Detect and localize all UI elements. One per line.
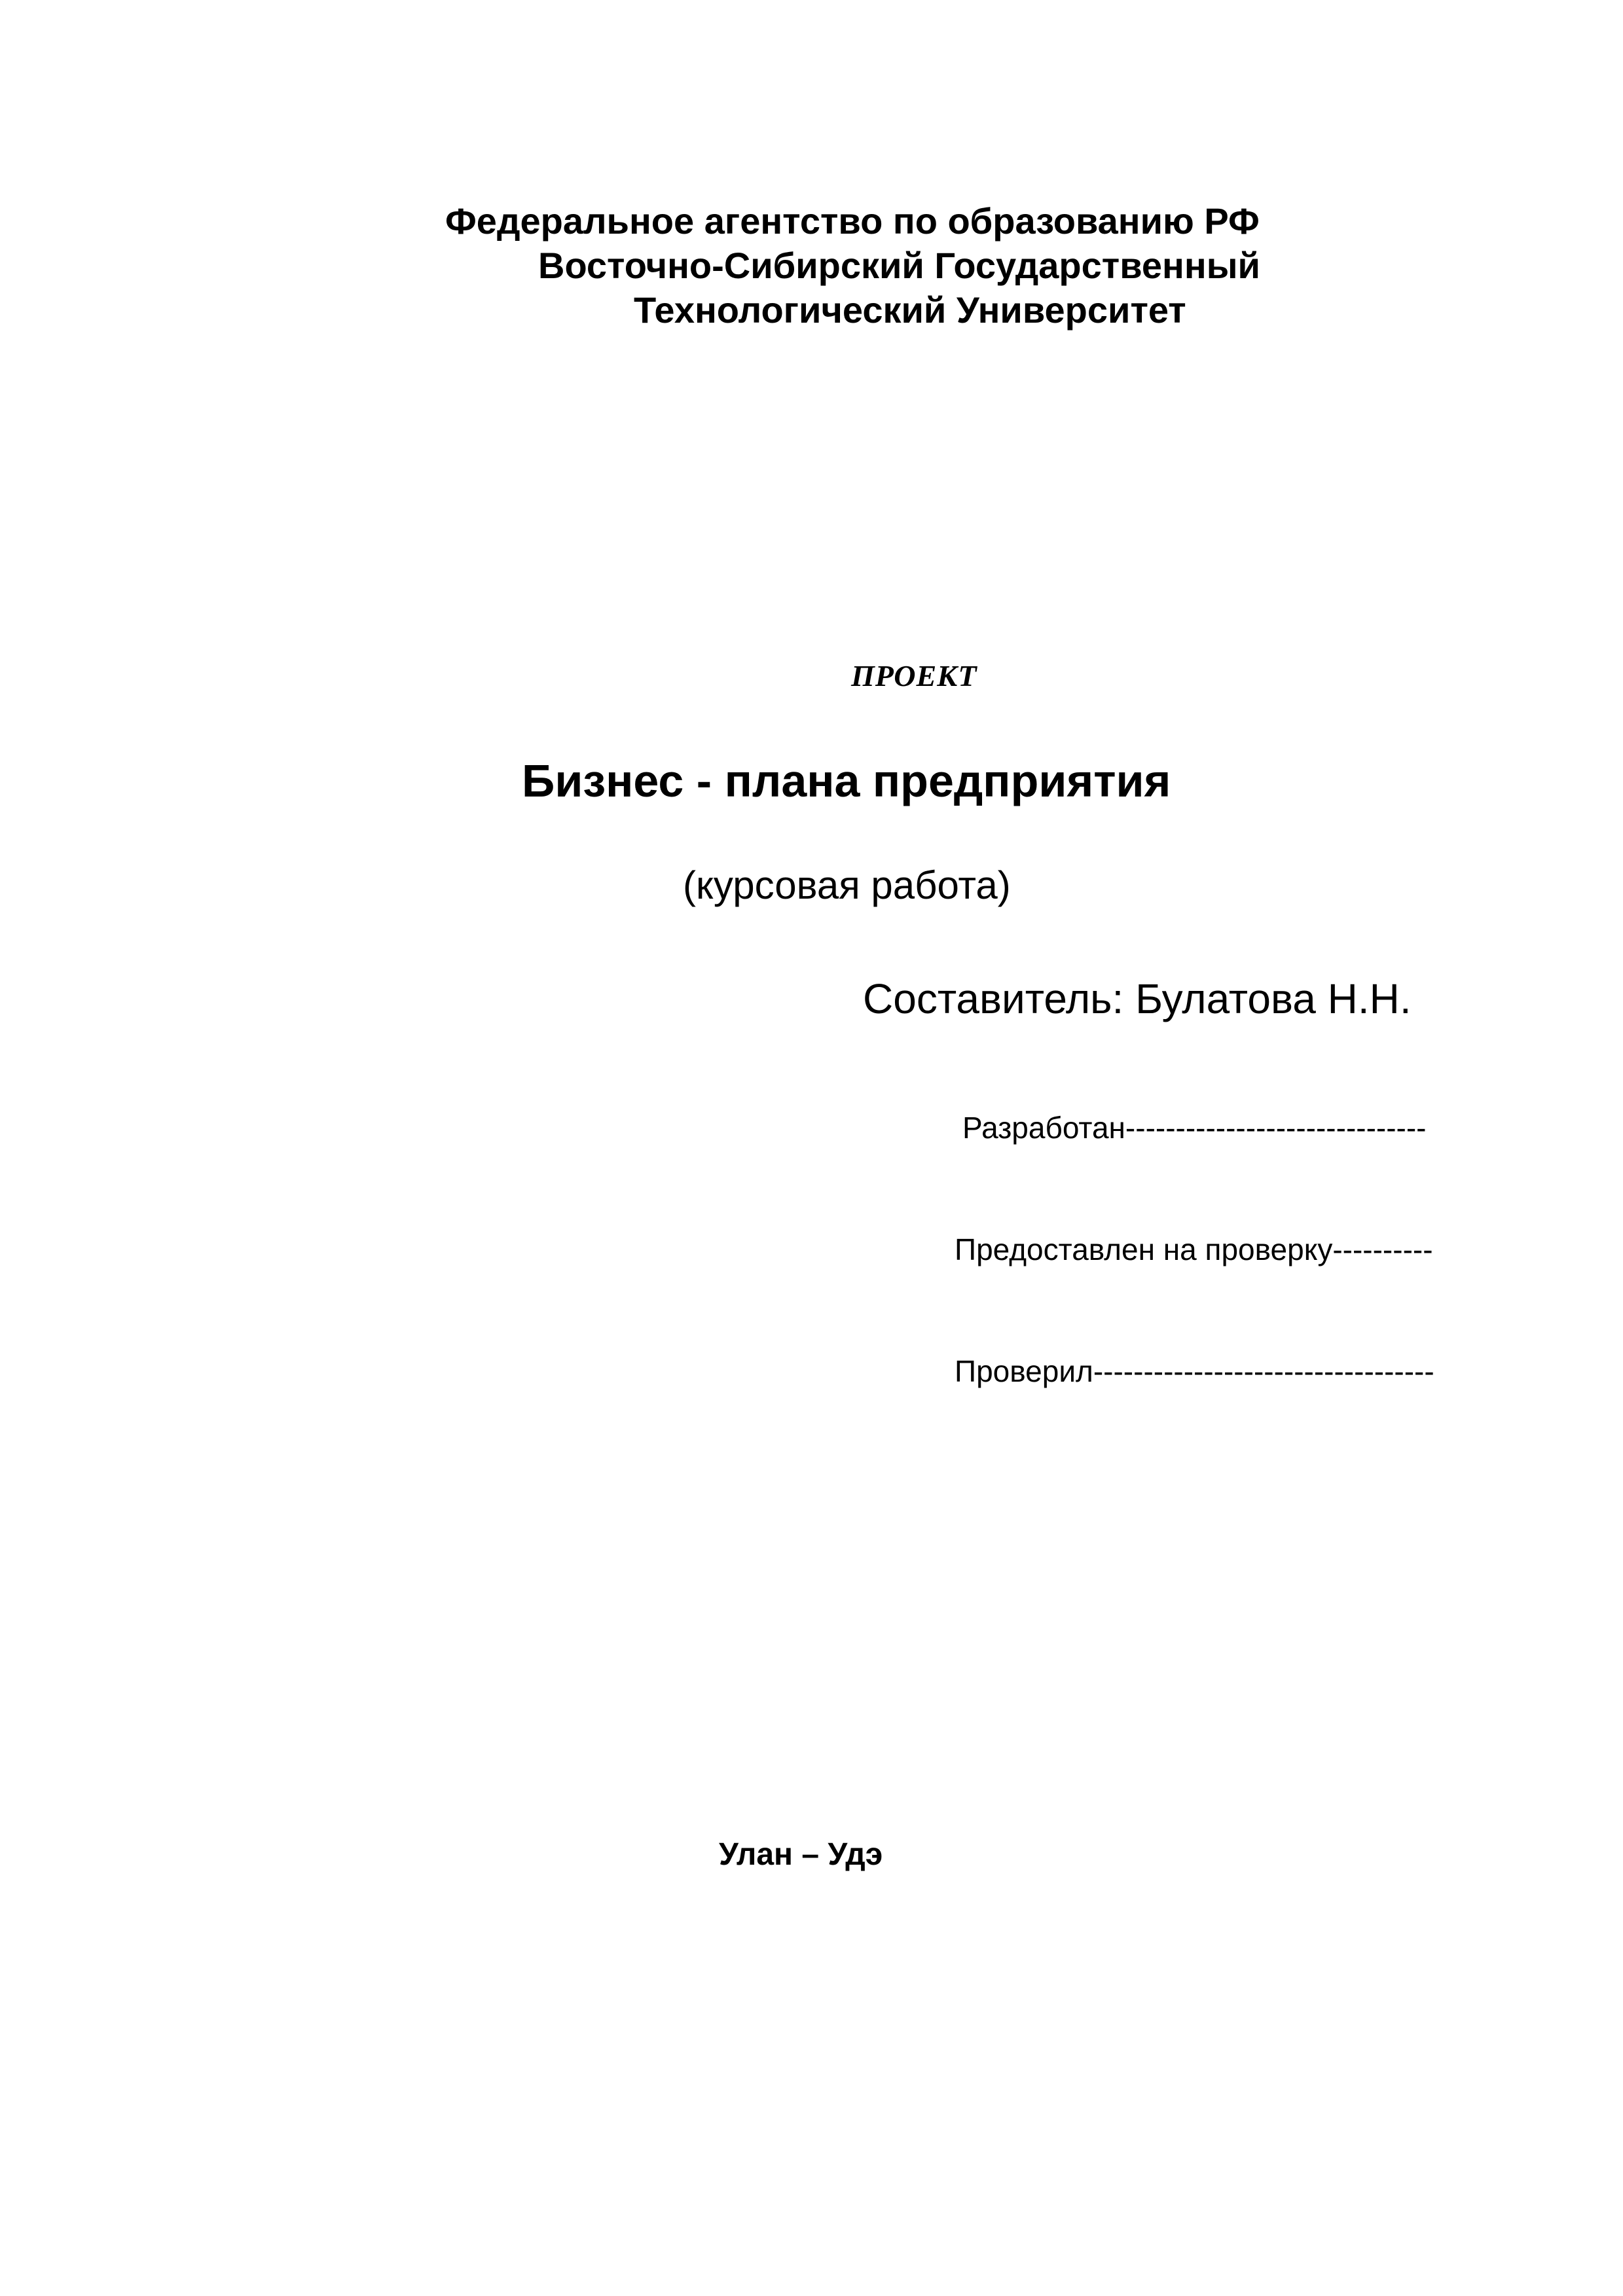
university-name-line1: Восточно-Сибирский Государственный	[538, 245, 1260, 286]
submitted-field: Предоставлен на проверку----------	[955, 1232, 1433, 1266]
checked-field: Проверил----------------------------------	[955, 1354, 1434, 1388]
document-subtitle: (курсовая работа)	[683, 863, 1011, 907]
document-title: Бизнес - плана предприятия	[522, 755, 1171, 806]
compiler-name: Составитель: Булатова Н.Н.	[863, 975, 1412, 1022]
developed-field: Разработан------------------------------	[962, 1111, 1427, 1145]
university-name-line2: Технологический Университет	[634, 289, 1186, 331]
city-name: Улан – Удэ	[719, 1837, 883, 1872]
agency-name: Федеральное агентство по образованию РФ	[445, 200, 1260, 242]
project-label: ПРОЕКТ	[851, 659, 977, 692]
